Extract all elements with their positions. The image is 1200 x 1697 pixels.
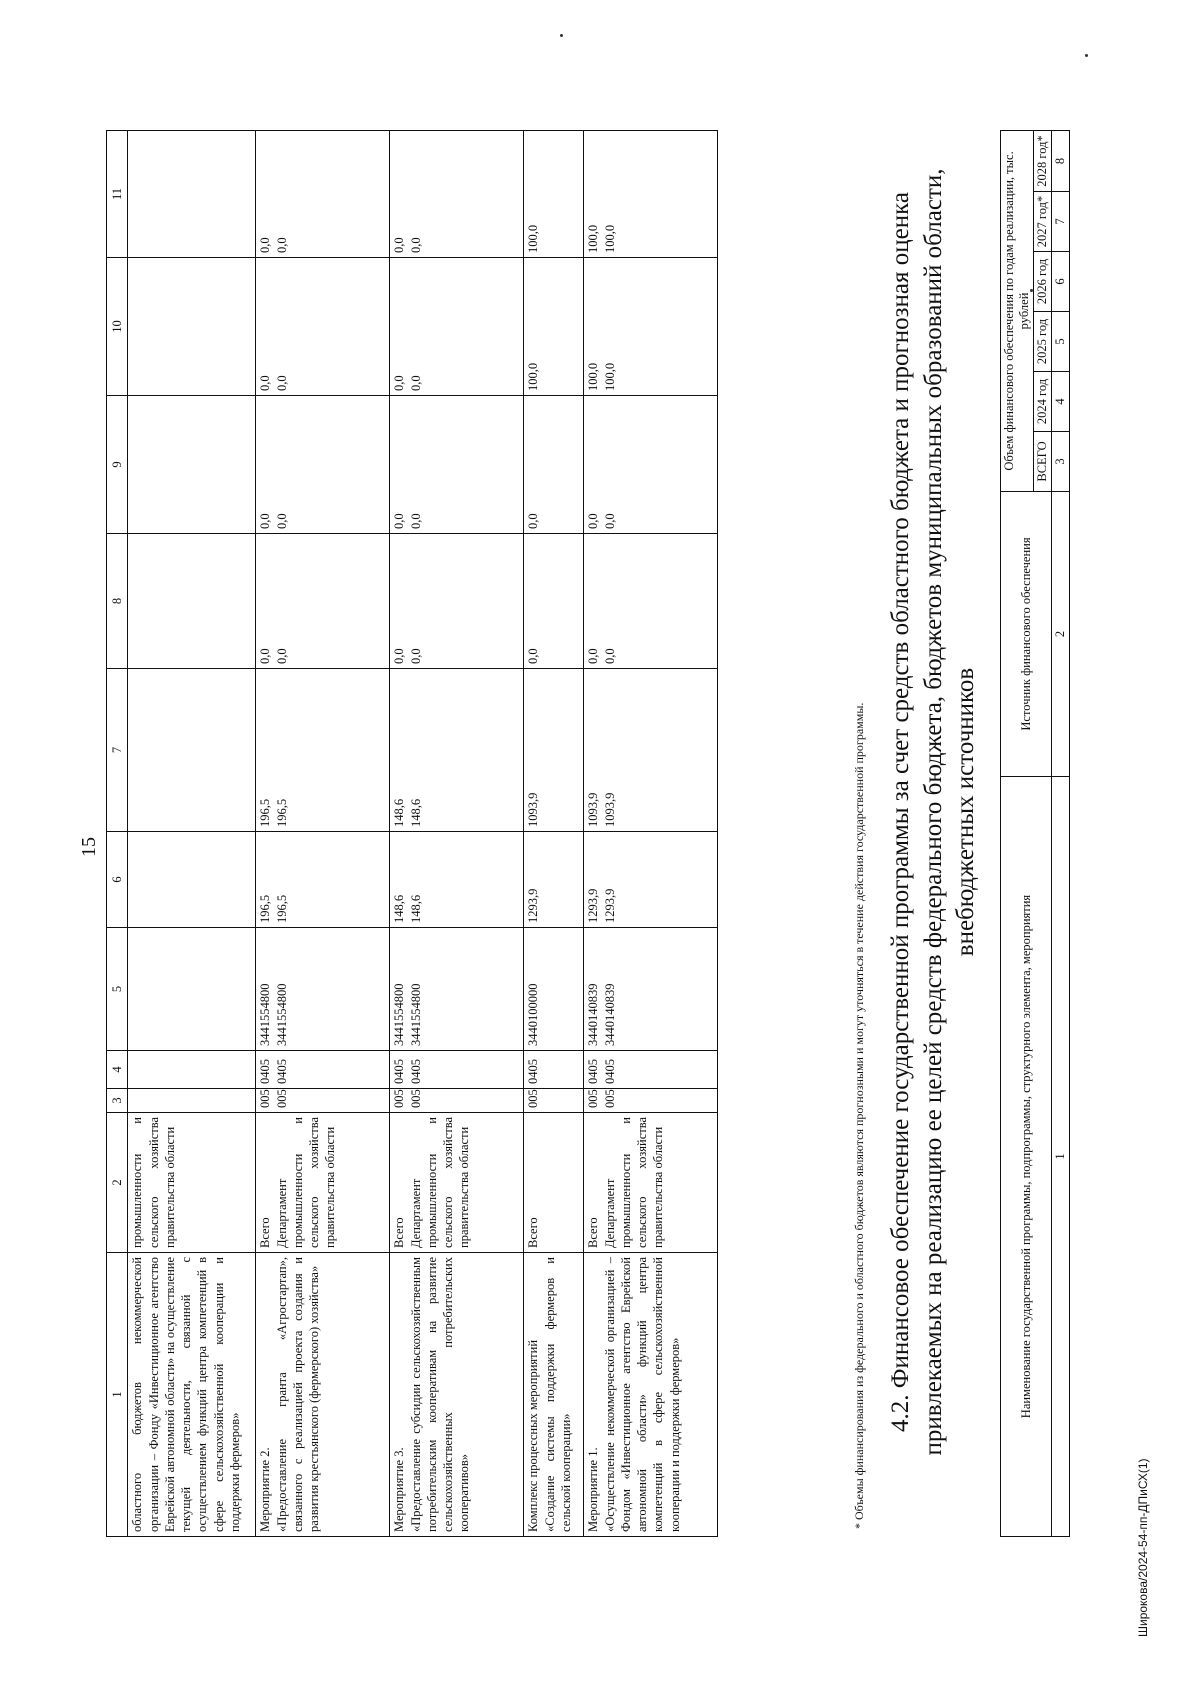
year-header: ВСЕГО [1034,432,1052,492]
col-header: 11 [107,131,128,258]
value-department: 3440140839 [602,983,617,1046]
cell-2027 [128,258,256,396]
value-department: 1093,9 [602,792,617,827]
cell-total [584,832,718,928]
value-department: 100,0 [602,362,617,391]
executor-total: Всего [258,1217,273,1248]
cell-target [390,928,524,1051]
col-header: 3 [107,1089,128,1113]
value-department: 0,0 [408,375,423,391]
measure-name [584,1253,718,1537]
year-header: 2024 год [1034,372,1052,432]
cell-2024 [390,669,524,832]
section-heading-line: привлекаемых на реализацию ее целей средств федерального бюджета, бюджетов муниципальных образований области, [919,168,947,1456]
cell-2026 [390,396,524,534]
table-row [128,131,256,1537]
footnote: * Объемы финансирования из федерального и областного бюджетов являются прогнозными и могут уточняться в течение действия государственной программы. [852,702,866,1529]
scan-speck [1085,54,1088,57]
cell-total [256,832,390,928]
executor-total: Всего [586,1217,601,1248]
measure-name: областного бюджетов некоммерческой организации – Фонду «Инвестиционное агентство Еврейской автономной области» на осуществление текущей деятельности, связанной с осуществлением функций центра компетенций в сфере сельскохозяйственной кооперации и поддержки фермеров» [128,1253,256,1537]
col-header: 7 [107,669,128,832]
value-department: 0,0 [274,648,289,664]
executor [584,1113,718,1253]
number-row [1052,130,1070,1536]
measure-name [256,1253,390,1537]
cell-target: 3440100000 [524,928,584,1051]
cell-2025 [584,534,718,669]
col-header: 8 [107,534,128,669]
col-number: 3 [1052,432,1070,492]
value-department: 196,5 [274,894,289,923]
section-heading [885,127,983,1497]
year-header: 2028 год* [1034,130,1052,191]
year-header: 2026 год [1034,252,1052,312]
value-department: 0,0 [602,513,617,529]
executor: промышленности и сельского хозяйства правительства области [128,1113,256,1253]
col-number: 1 [1052,777,1070,1537]
cell-2027: 100,0 [524,258,584,396]
value-total: 0405 [392,1059,407,1084]
col-header: 4 [107,1051,128,1089]
financing-table [1000,130,1070,1537]
measure-text: «Осуществление некоммерческой организацией – Фондом «Инвестиционное агентство Еврейской автономной области» функций центра компетенций в сфере сельскохозяйственной кооперации и поддержки фермеров» [602,1257,682,1532]
header-row [1001,130,1034,1536]
value-total: 005 [586,1089,601,1108]
value-total: 0,0 [392,375,407,391]
measure-title: Мероприятие 2. [258,1447,273,1532]
cell-2025 [390,534,524,669]
cell-2028 [128,131,256,258]
cell-2027 [584,258,718,396]
cell-2028 [584,131,718,258]
cell-2024 [128,669,256,832]
value-total: 0,0 [392,237,407,253]
executor [256,1113,390,1253]
value-total: 005 [392,1089,407,1108]
header-name: Наименование государственной программы, подпрограммы, структурного элемента, мероприятия [1001,777,1052,1537]
measure-name [390,1253,524,1537]
cell-target [584,928,718,1051]
value-department: 0,0 [274,237,289,253]
document-code: Широкова/2024-54-пп-ДПиСХ(1) [1136,1458,1150,1637]
col-header: 10 [107,258,128,396]
cell-total [128,832,256,928]
executor-total: Всего [392,1217,407,1248]
cell-grbs [584,1089,718,1113]
cell-2026: 0,0 [524,396,584,534]
table-row [390,131,524,1537]
value-total: 0,0 [258,513,273,529]
cell-section [256,1051,390,1089]
measure-title: Мероприятие 3. [392,1447,407,1532]
col-header: 5 [107,928,128,1051]
measure-text: «Предоставление гранта «Агростартап», связанного с реализацией проекта создания и развития крестьянского (фермерского) хозяйства» [274,1257,321,1532]
cell-2028 [390,131,524,258]
value-department: 1293,9 [602,888,617,923]
value-department: 0,0 [408,237,423,253]
budget-table [106,130,718,1537]
column-number-row [107,131,128,1537]
cell-grbs: 005 [524,1089,584,1113]
col-header: 2 [107,1113,128,1253]
executor-department: Департамент промышленности и сельского хозяйства правительства области [602,1117,666,1248]
measure-title: Комплекс процессных мероприятий [526,1339,541,1532]
value-total: 1293,9 [586,888,601,923]
cell-total: 1293,9 [524,832,584,928]
measure-text: «Предоставление субсидии сельскохозяйственным потребительским кооперативам на развитие сельскохозяйственных потребительских кооперативов» [408,1257,472,1532]
value-total: 3441554800 [392,983,407,1046]
table-row [524,131,584,1537]
value-department: 196,5 [274,798,289,827]
col-number: 5 [1052,312,1070,372]
cell-total [390,832,524,928]
col-number: 2 [1052,492,1070,777]
value-total: 0,0 [586,648,601,664]
value-total: 0405 [258,1059,273,1084]
value-total: 0,0 [258,648,273,664]
cell-2025 [256,534,390,669]
col-header: 6 [107,832,128,928]
cell-2025 [128,534,256,669]
cell-section: 0405 [524,1051,584,1089]
cell-2028: 100,0 [524,131,584,258]
measure-text: «Создание системы поддержки фермеров и сельской кооперации» [542,1257,573,1532]
executor-department: Департамент промышленности и сельского хозяйства правительства области [408,1117,472,1248]
executor [390,1113,524,1253]
cell-2027 [390,258,524,396]
page-number: 15 [78,837,100,857]
cell-2027 [256,258,390,396]
cell-2024 [256,669,390,832]
value-total: 3441554800 [258,983,273,1046]
value-total: 1093,9 [586,792,601,827]
value-department: 0405 [408,1059,423,1084]
value-total: 196,5 [258,894,273,923]
cell-grbs [390,1089,524,1113]
cell-section [128,1051,256,1089]
cell-2028 [256,131,390,258]
value-department: 0,0 [408,648,423,664]
value-total: 196,5 [258,798,273,827]
value-total: 0405 [586,1059,601,1084]
cell-target [256,928,390,1051]
col-number: 7 [1052,192,1070,252]
col-number: 4 [1052,372,1070,432]
col-header: 1 [107,1253,128,1537]
scan-speck [1030,289,1033,292]
value-department: 148,6 [408,798,423,827]
value-department: 0405 [602,1059,617,1084]
header-volume: Объем финансового обеспечения по годам реализации, тыс. рублей [1001,130,1034,491]
value-department: 0,0 [274,375,289,391]
section-heading-line: внебюджетных источников [952,667,979,957]
table-row [584,131,718,1537]
cell-section [584,1051,718,1089]
col-number: 6 [1052,252,1070,312]
cell-2026 [584,396,718,534]
scan-speck [560,34,563,37]
cell-2024 [584,669,718,832]
value-department: 0,0 [408,513,423,529]
value-total: 0,0 [586,513,601,529]
value-department: 148,6 [408,894,423,923]
col-header: 9 [107,396,128,534]
value-total: 3440140839 [586,983,601,1046]
value-total: 0,0 [258,237,273,253]
cell-grbs [256,1089,390,1113]
cell-2026 [256,396,390,534]
executor-department: Департамент промышленности и сельского хозяйства правительства области [274,1117,338,1248]
value-department: 005 [408,1089,423,1108]
col-number: 8 [1052,130,1070,191]
value-total: 0,0 [392,648,407,664]
cell-2026 [128,396,256,534]
cell-section [390,1051,524,1089]
year-header: 2025 год [1034,312,1052,372]
value-department: 0,0 [274,513,289,529]
value-department: 3441554800 [274,983,289,1046]
table-row [256,131,390,1537]
value-department: 100,0 [602,224,617,253]
value-total: 005 [258,1089,273,1108]
value-total: 0,0 [392,513,407,529]
value-department: 0,0 [602,648,617,664]
value-department: 005 [274,1089,289,1108]
cell-target [128,928,256,1051]
cell-2025: 0,0 [524,534,584,669]
year-header: 2027 год* [1034,192,1052,252]
header-source: Источник финансового обеспечения [1001,492,1052,777]
measure-title: Мероприятие 1. [586,1447,601,1532]
value-total: 100,0 [586,224,601,253]
value-department: 0405 [274,1059,289,1084]
value-total: 100,0 [586,362,601,391]
measure-name [524,1253,584,1537]
section-heading-line: 4.2. Финансовое обеспечение государственной программы за счет средств областного бюджета и прогнозная оценка [887,192,914,1432]
value-department: 005 [602,1089,617,1108]
value-total: 148,6 [392,798,407,827]
value-total: 0,0 [258,375,273,391]
value-total: 148,6 [392,894,407,923]
cell-grbs [128,1089,256,1113]
executor: Всего [524,1113,584,1253]
value-department: 3441554800 [408,983,423,1046]
cell-2024: 1093,9 [524,669,584,832]
